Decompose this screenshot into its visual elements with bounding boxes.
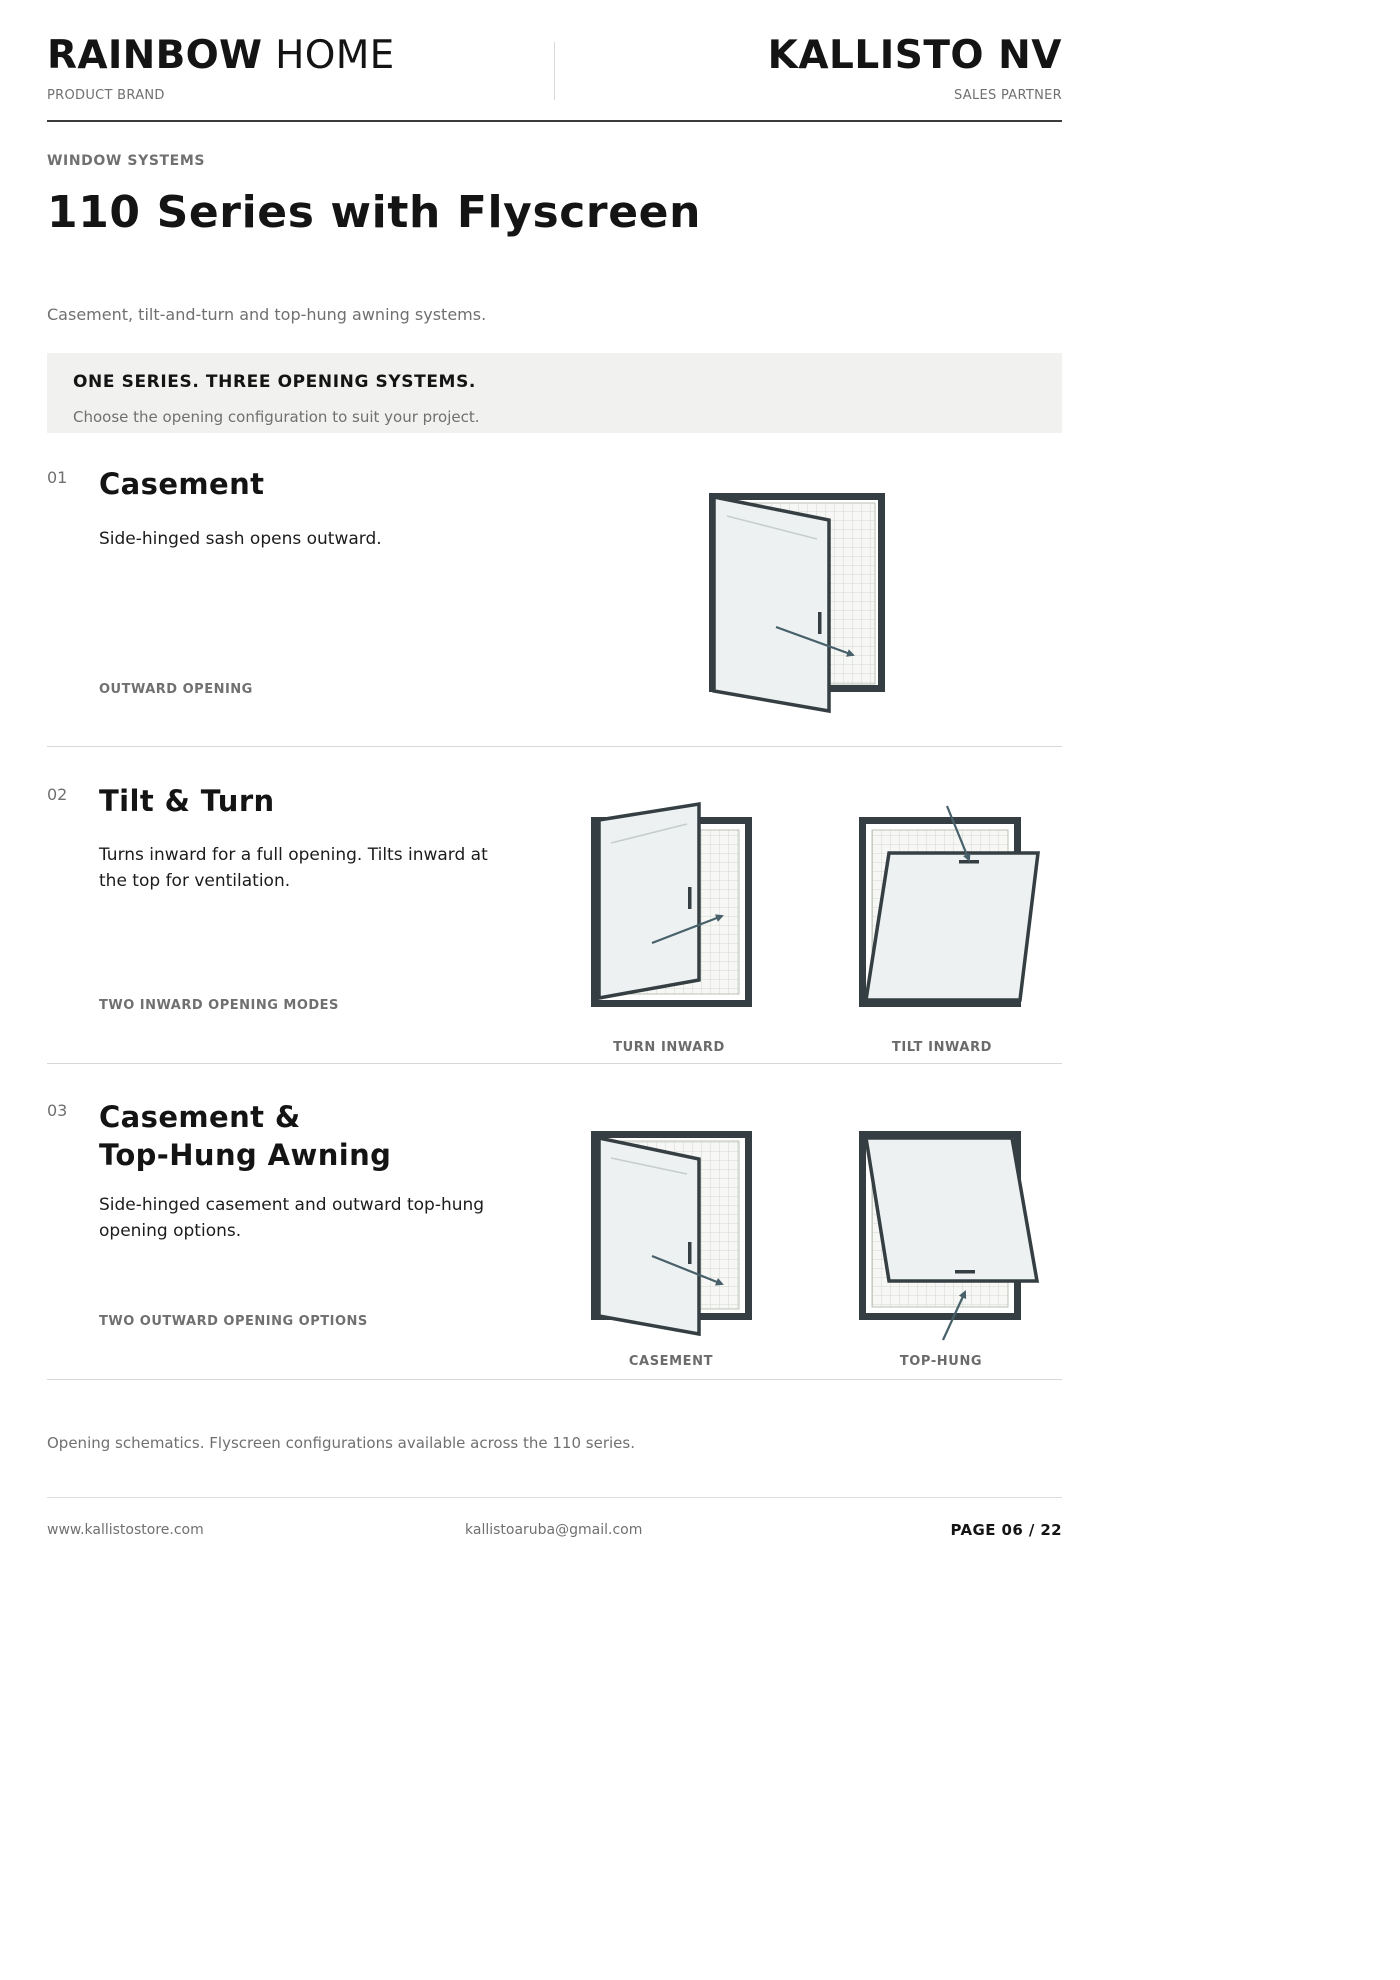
- section-divider: [47, 1379, 1062, 1380]
- sales-partner-caption: SALES PARTNER: [953, 88, 1062, 103]
- section-eyebrow: WINDOW SYSTEMS: [47, 153, 206, 169]
- section-number: 03: [47, 1101, 68, 1120]
- section-casement: [47, 465, 1062, 745]
- diagram-label: TURN INWARD: [613, 1040, 725, 1055]
- product-brand-name: [47, 34, 395, 78]
- diagram-label: TOP-HUNG: [899, 1354, 983, 1369]
- schematics-caption: Opening schematics. Flyscreen configurations available across the 110 series.: [47, 1434, 635, 1452]
- footer-rule: [47, 1497, 1062, 1498]
- footer-website: www.kallistostore.com: [47, 1522, 204, 1538]
- tilt-inward-diagram: [855, 800, 1045, 1010]
- footer-email: kallistoaruba@gmail.com: [465, 1522, 643, 1538]
- callout-text: Choose the opening configuration to suit your project.: [73, 408, 480, 426]
- casement-outward-diagram: [700, 485, 900, 720]
- diagram-label: CASEMENT: [628, 1354, 714, 1369]
- section-number: 01: [47, 468, 68, 487]
- section-title: Casement: [99, 467, 265, 501]
- turn-inward-diagram: [585, 800, 760, 1010]
- section-title-line-1: Casement &: [99, 1100, 301, 1134]
- brand-light: HOME: [262, 33, 395, 78]
- section-tag: TWO INWARD OPENING MODES: [99, 998, 339, 1013]
- section-tag: OUTWARD OPENING: [99, 682, 253, 697]
- section-tag: TWO OUTWARD OPENING OPTIONS: [99, 1314, 368, 1329]
- page-title: 110 Series with Flyscreen: [47, 187, 702, 238]
- page-number: PAGE 06 / 22: [950, 1521, 1062, 1539]
- section-divider: [47, 1063, 1062, 1064]
- header-rule: [47, 120, 1062, 122]
- section-title: Tilt & Turn: [99, 784, 275, 818]
- section-description: Side-hinged casement and outward top-hung opening options.: [99, 1195, 485, 1241]
- section-description: Side-hinged sash opens outward.: [99, 529, 382, 549]
- diagram-label: TILT INWARD: [891, 1040, 993, 1055]
- callout-title: ONE SERIES. THREE OPENING SYSTEMS.: [73, 372, 476, 392]
- product-brand-caption: PRODUCT BRAND: [47, 88, 165, 103]
- sales-partner-name: KALLISTO NV: [767, 33, 1062, 78]
- callout-box: [47, 353, 1062, 433]
- section-title-line-2: Top-Hung Awning: [99, 1138, 392, 1172]
- header-divider: [554, 42, 555, 100]
- brand-bold: RAINBOW: [47, 33, 263, 78]
- casement-diagram: [585, 1125, 760, 1340]
- section-description: Turns inward for a full opening. Tilts inward at the top for ventilation.: [99, 845, 488, 891]
- top-hung-diagram: [855, 1125, 1045, 1345]
- section-divider: [47, 746, 1062, 747]
- page-subtitle: Casement, tilt-and-turn and top-hung awning systems.: [47, 305, 487, 324]
- section-number: 02: [47, 785, 68, 804]
